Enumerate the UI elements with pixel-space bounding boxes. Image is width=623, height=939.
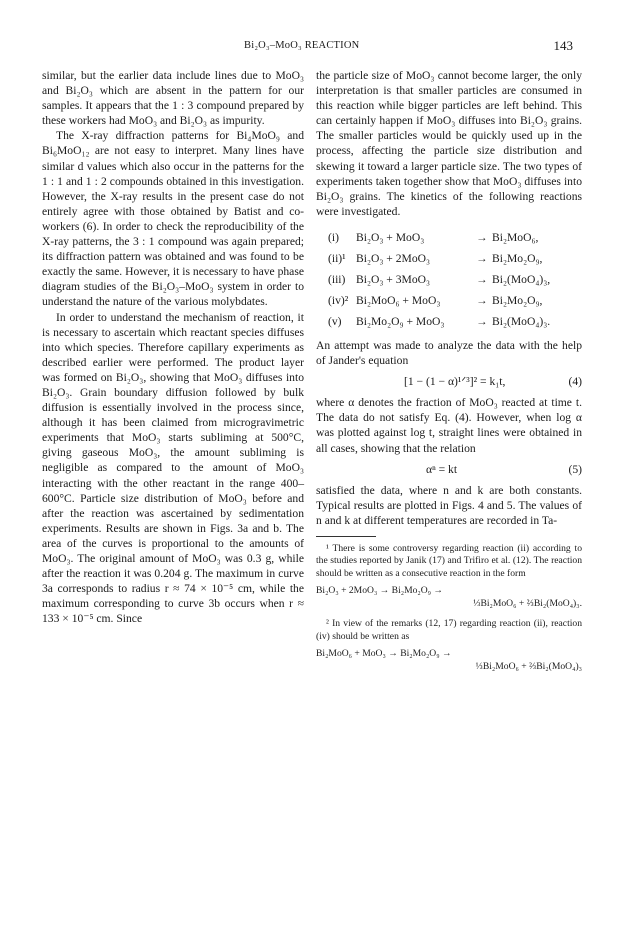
equation-5-number: (5) [568,462,582,476]
footnote-2-equation-line-2: ⅓Bi₂MoO₆ + ⅔Bi₂(MoO₄)₃ [475,661,582,672]
reaction-row [328,248,582,269]
reaction-reactants: Bi₂O₃ + 2MoO₃ [356,251,431,265]
equation-4-number: (4) [568,375,582,389]
footnote-divider [316,536,376,537]
right-paragraph-2: An attempt was made to analyze the data with the help of Jander's equation [316,338,582,368]
footnote-1-equation-line-1: Bi₂O₃ + 2MoO₃ → Bi₂Mo₂O₉ → [316,585,444,597]
running-title: Bi₂O₃–MoO₃ REACTION [244,40,360,51]
reaction-number: (iii) [328,272,346,286]
reaction-reactants: Bi₂Mo₂O₉ + MoO₃ [356,314,445,328]
reaction-arrow: → [476,272,488,286]
page-number: 143 [553,38,573,53]
equation-5 [316,462,582,477]
equation-4 [316,374,582,389]
reaction-arrow: → [476,293,488,307]
footnote-2-equation-line-1: Bi₂MoO₆ + MoO₃ → Bi₂Mo₂O₉ → [316,648,452,659]
reaction-arrow: → [476,251,488,265]
reaction-product: Bi₂(MoO₄)₃, [492,272,551,286]
reaction-reactants: Bi₂O₃ + 3MoO₃ [356,272,431,286]
running-header [0,40,623,56]
reaction-arrow: → [476,314,488,328]
right-paragraph-4: satisfied the data, where n and k are both constants. Typical results are plotted in Figs. 4 and 5. The values of n and k at different temperatures are recorded in Ta- [316,483,582,527]
left-column [42,68,304,626]
reaction-product: Bi₂MoO₆, [492,230,539,244]
footnote-1-equation-line-2: ⅓Bi₂MoO₆ + ⅔Bi₂(MoO₄)₃. [473,598,582,610]
reaction-reactants: Bi₂MoO₆ + MoO₃ [356,293,441,307]
reaction-reactants: Bi₂O₃ + MoO₃ [356,230,425,244]
reaction-list [328,227,582,332]
equation-4-expression: [1 − (1 − α)¹ᐟ³]² = k₁t, [404,375,506,389]
reaction-product: Bi₂(MoO₄)₃. [492,314,551,328]
right-column [316,68,582,673]
left-paragraph-1: similar, but the earlier data include lines due to MoO₃ and Bi₂O₃ which are absent in the pattern for our samples. It appears that the 1 : 3 compound prepared by these workers had MoO₃ and Bi₂O₃ as impurity. [42,69,304,128]
reaction-product: Bi₂Mo₂O₉, [492,251,543,265]
reaction-number: (i) [328,230,339,244]
footnote-1: ¹ There is some controversy regarding reaction (ii) according to the studies reported by Janik (17) and Trifiro et al. (12). The reaction should be written as a consecutive reaction in the form [316,542,582,579]
reaction-number: (ii)¹ [328,251,346,265]
footnote-2: ² In view of the remarks (12, 17) regarding reaction (ii), reaction (iv) should be written as [316,618,582,642]
left-paragraph-2: The X-ray diffraction patterns for Bi₄MoO₉ and Bi₆MoO₁₂ are not easy to interpret. Many lines have similar d values which also occur in the patterns for the 1 : 1 and 1 : 2 compounds obtained in this investigation. However, the X-ray results in the present case do not entirely agree with those obtained by Batist and co-workers (6). In order to check the reproducibility of the X-ray patterns, the 3 : 1 compound was again prepared; its diffraction pattern was obtained and was found to be exactly the same. However, it is necessary to have phase diagram studies of the Bi₂O₃–MoO₃ system in order to understand the nature of the various molybdates. [42,129,304,309]
reaction-number: (iv)² [328,293,349,307]
reaction-number: (v) [328,314,342,328]
reaction-row [328,290,582,311]
reaction-row [328,311,582,332]
right-paragraph-3: where α denotes the fraction of MoO₃ reacted at time t. The data do not satisfy Eq. (4). However, when log α was plotted against log t, straight lines were obtained in all cases, showing that the relation [316,396,582,455]
right-paragraph-1: the particle size of MoO₃ cannot become larger, the only interpretation is that smaller particles are consumed in this reaction while bigger particles are left behind. This can certainly happen if MoO₃ diffuses into Bi₂O₃ grains. The smaller particles would be quickly used up in the process, affecting the particle size distribution and skewing it toward a larger particle size. The two types of experiments taken together show that MoO₃ diffuses into Bi₂O₃ grains. The kinetics of the following reactions were investigated. [316,69,582,218]
reaction-row [328,269,582,290]
reaction-product: Bi₂Mo₂O₉, [492,293,543,307]
equation-5-expression: αⁿ = kt [426,462,458,476]
reaction-arrow: → [476,230,488,244]
left-paragraph-3: In order to understand the mechanism of reaction, it is necessary to ascertain which reactant species diffuses into which species. Therefore capillary experiments as described earlier were performed. The product layer was formed on Bi₂O₃, showing that MoO₃ diffuses into Bi₂O₃. Grain boundary diffusion followed by bulk diffusion is essentially involved in the process since, although it has been claimed from microgravimetric experiments that MoO₃ starts subliming at 500°C, giving gaseous MoO₃, the amount subliming is negligible as compared to the amount of MoO₃ interacting with the other reactant in the range 400–600°C. Particle size distribution of MoO₃ before and after the reaction was ascertained by sedimentation experiments. Results are shown in Figs. 3a and b. The area of the curves is proportional to the amounts of MoO₃. The original amount of MoO₃ was 0.3 g, while after the reaction it was 0.204 g. The maximum in curve 3a corresponds to radius r ≈ 74 × 10⁻⁵ cm, while the maximum corresponding to curve 3b occurs when r ≈ 133 × 10⁻⁵ cm. Since [42,310,304,626]
reaction-row [328,227,582,248]
